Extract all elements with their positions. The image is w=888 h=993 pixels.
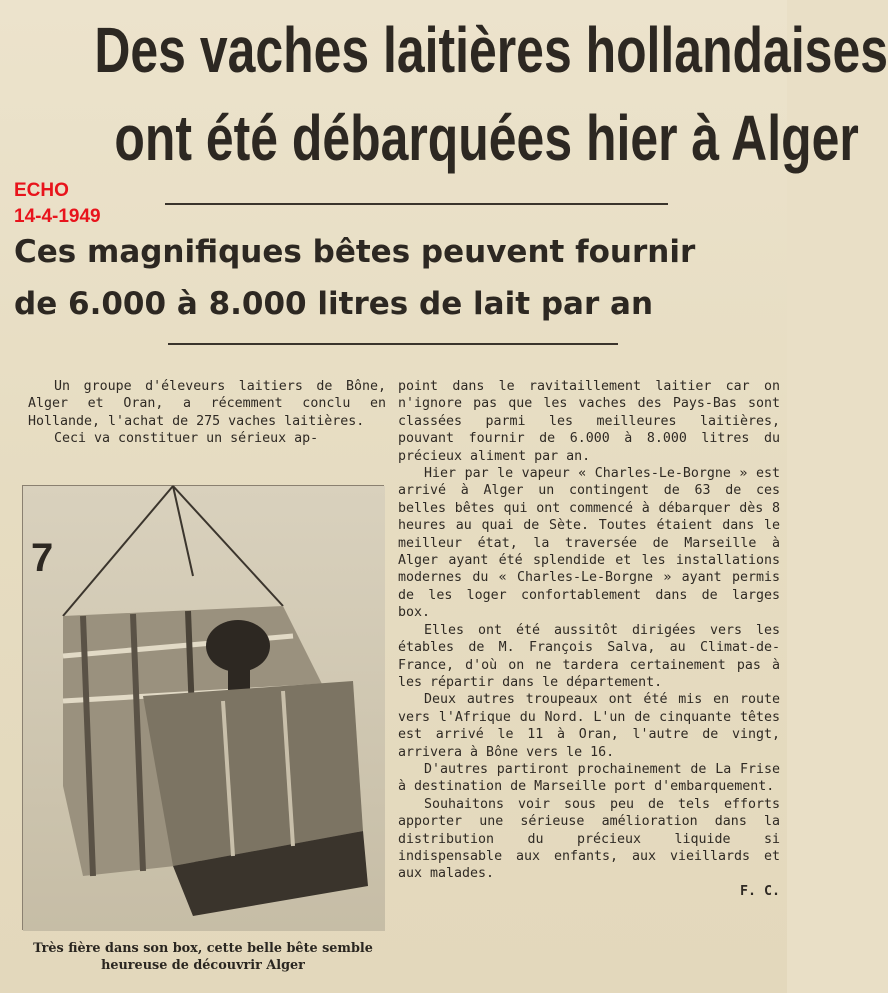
- cow-crate-photo: [22, 485, 384, 930]
- right-column: [398, 378, 780, 900]
- headline-line-1: Des vaches laitières hollandaises: [94, 14, 888, 86]
- right-paragraph-1: point dans le ravitaillement laitier car on n'ignore pas que les vaches des Pays-Bas sont classées parmi les meilleures laitières, pouvant fournir de 6.000 à 8.000 litres du précieux aliment par an.: [398, 379, 780, 464]
- author-signature: F. C.: [739, 883, 780, 899]
- svg-text:7: 7: [31, 536, 54, 580]
- subheadline-line-1: Ces magnifiques bêtes peuvent fournir: [14, 234, 696, 270]
- right-paragraph-2: Hier par le vapeur « Charles-Le-Borgne » est arrivé à Alger un contingent de 63 de ces belles bêtes qui ont commencé à débarquer dès 8 heures au quai de Sète. Toutes étaient dans le meilleur état, la traversée de Marseille à Alger ayant été splendide et les installations modernes du « Charles-Le-Borgne » ayant permis de les loger confortablement dans de larges box.: [398, 466, 780, 621]
- left-paragraph-2: Ceci va constituer un sérieux ap-: [54, 431, 319, 447]
- photo-caption: Très fière dans son box, cette belle bête semble heureuse de découvrir Alger: [33, 941, 373, 973]
- left-column: [28, 378, 386, 448]
- right-paragraph-6: Souhaitons voir sous peu de tels efforts apporter une sérieuse amélioration dans la distribution du précieux liquide si indispensable aux enfants, aux vieillards et aux malades.: [398, 796, 780, 882]
- right-paragraph-3: Elles ont été aussitôt dirigées vers les étables de M. François Salva, au Climat-de-France, d'où on ne tardera certainement pas à les répartir dans le département.: [398, 622, 780, 690]
- left-paragraph-1: Un groupe d'éleveurs laitiers de Bône, Alger et Oran, a récemment conclu en Hollande, l'achat de 275 vaches laitières.: [28, 379, 386, 429]
- headline-divider: [165, 203, 668, 205]
- right-paragraph-5: D'autres partiront prochainement de La Frise à destination de Marseille port d'embarquement.: [398, 761, 780, 795]
- subheadline-divider: [168, 343, 618, 345]
- right-paragraph-4: Deux autres troupeaux ont été mis en route vers l'Afrique du Nord. L'un de cinquante têtes est arrivé le 11 à Oran, l'autre de vingt, arrivera à Bône vers le 16.: [398, 692, 780, 760]
- headline-line-2: ont été débarquées hier à Alger: [114, 102, 859, 174]
- date-stamp: 14-4-1949: [14, 206, 101, 227]
- subheadline-line-2: de 6.000 à 8.000 litres de lait par an: [14, 286, 654, 322]
- photo-image: [23, 486, 385, 931]
- source-stamp: ECHO: [14, 180, 69, 201]
